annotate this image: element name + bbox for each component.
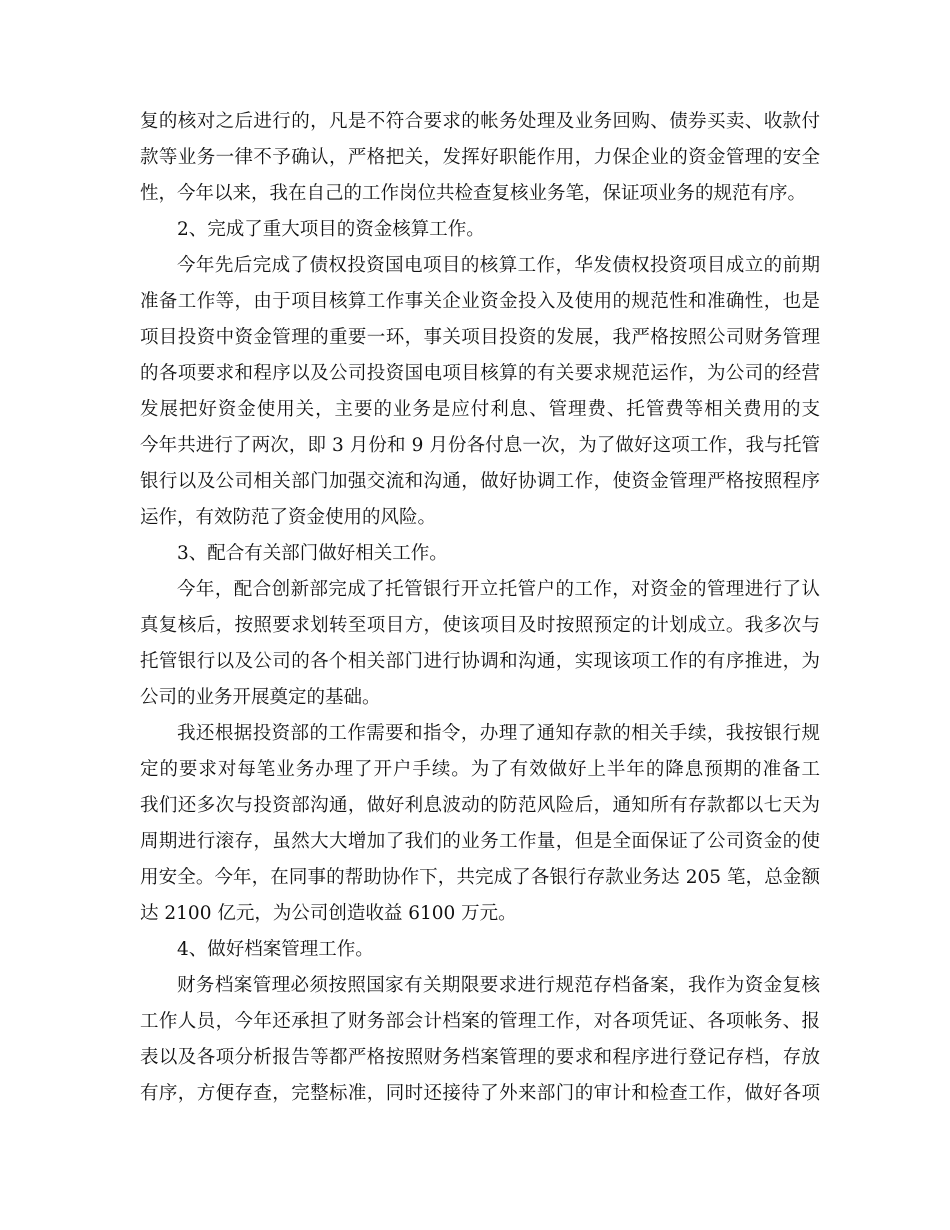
body-text-line: 表以及各项分析报告等都严格按照财务档案管理的要求和程序进行登记存档，存放: [140, 1047, 820, 1068]
body-text-line: 发展把好资金使用关，主要的业务是应付利息、管理费、托管费等相关费用的支: [140, 399, 820, 420]
body-text-line: 用安全。今年，在同事的帮助协作下，共完成了各银行存款业务达 205 笔，总金额: [140, 867, 820, 888]
body-text-line: 款等业务一律不予确认，严格把关，发挥好职能作用，力保企业的资金管理的安全: [140, 147, 820, 168]
body-text-line: 定的要求对每笔业务办理了开户手续。为了有效做好上半年的降息预期的准备工: [140, 759, 820, 780]
body-text-line: 今年共进行了两次，即 3 月份和 9 月份各付息一次，为了做好这项工作，我与托管: [140, 435, 820, 456]
body-text-line: 的各项要求和程序以及公司投资国电项目核算的有关要求规范运作，为公司的经营: [140, 363, 820, 384]
body-text-line: 性，今年以来，我在自己的工作岗位共检查复核业务笔，保证项业务的规范有序。: [140, 183, 807, 204]
body-text-line: 我们还多次与投资部沟通，做好利息波动的防范风险后，通知所有存款都以七天为: [140, 795, 820, 816]
body-text-line: 运作，有效防范了资金使用的风险。: [140, 507, 437, 528]
body-text-line: 2、完成了重大项目的资金核算工作。: [177, 219, 485, 240]
body-text-line: 托管银行以及公司的各个相关部门进行协调和沟通，实现该项工作的有序推进，为: [140, 651, 820, 672]
body-text-line: 准备工作等，由于项目核算工作事关企业资金投入及使用的规范性和准确性，也是: [140, 291, 820, 312]
body-text-line: 复的核对之后进行的，凡是不符合要求的帐务处理及业务回购、债券买卖、收款付: [140, 111, 820, 132]
body-text-line: 项目投资中资金管理的重要一环，事关项目投资的发展，我严格按照公司财务管理: [140, 327, 820, 348]
body-text-line: 今年先后完成了债权投资国电项目的核算工作，华发债权投资项目成立的前期: [177, 255, 820, 276]
body-text-line: 达 2100 亿元，为公司创造收益 6100 万元。: [140, 903, 517, 924]
body-text-line: 周期进行滚存，虽然大大增加了我们的业务工作量，但是全面保证了公司资金的使: [140, 831, 820, 852]
body-text-line: 今年，配合创新部完成了托管银行开立托管户的工作，对资金的管理进行了认: [177, 579, 820, 600]
body-text-line: 4、做好档案管理工作。: [177, 939, 374, 960]
body-text-line: 有序，方便存查，完整标准，同时还接待了外来部门的审计和检查工作，做好各项: [140, 1083, 820, 1104]
body-text-line: 3、配合有关部门做好相关工作。: [177, 543, 448, 564]
body-text-line: 我还根据投资部的工作需要和指令，办理了通知存款的相关手续，我按银行规: [177, 723, 820, 744]
body-text-line: 银行以及公司相关部门加强交流和沟通，做好协调工作，使资金管理严格按照程序: [140, 471, 820, 492]
body-text-line: 财务档案管理必须按照国家有关期限要求进行规范存档备案，我作为资金复核: [177, 975, 820, 996]
body-text-line: 真复核后，按照要求划转至项目方，使该项目及时按照预定的计划成立。我多次与: [140, 615, 820, 636]
body-text-line: 公司的业务开展奠定的基础。: [140, 687, 381, 708]
body-text-line: 工作人员，今年还承担了财务部会计档案的管理工作，对各项凭证、各项帐务、报: [140, 1011, 820, 1032]
